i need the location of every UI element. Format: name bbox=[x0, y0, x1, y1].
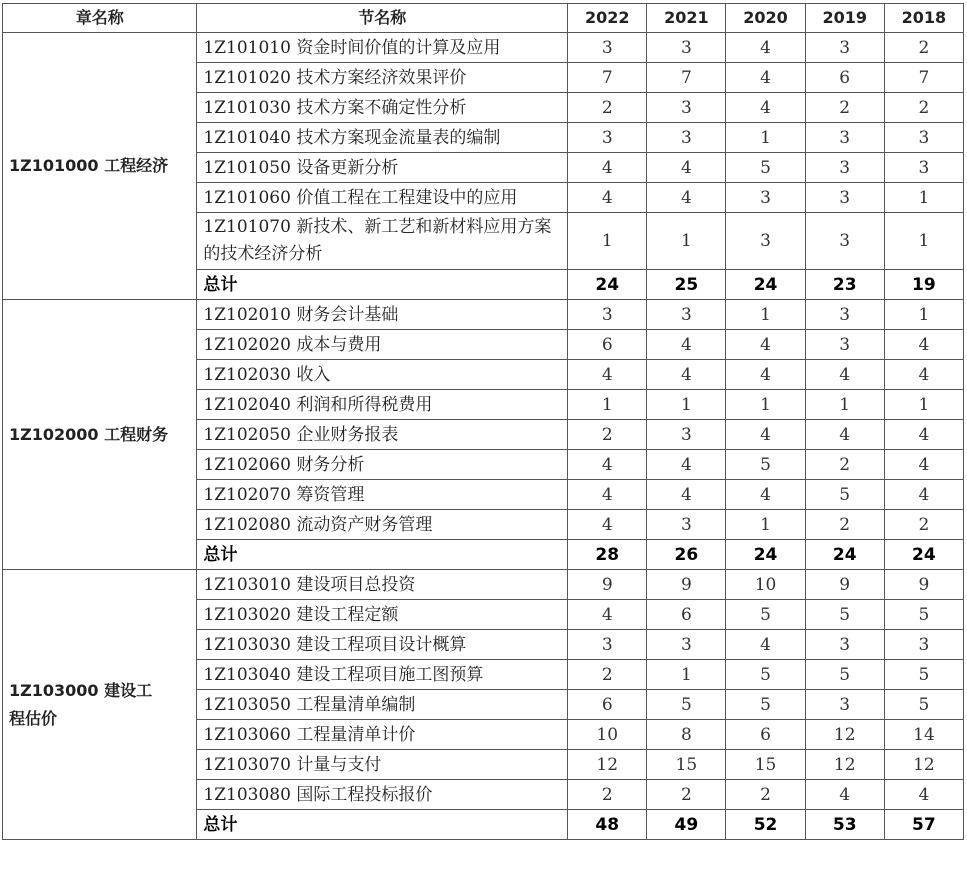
exam-score-table bbox=[2, 3, 964, 840]
score-cell: 5 bbox=[884, 660, 963, 690]
score-cell: 2 bbox=[805, 510, 884, 540]
score-cell: 4 bbox=[884, 420, 963, 450]
score-cell: 2 bbox=[884, 33, 963, 63]
total-cell: 24 bbox=[726, 540, 805, 570]
score-cell: 7 bbox=[568, 63, 647, 93]
score-cell: 4 bbox=[726, 330, 805, 360]
score-cell: 3 bbox=[884, 153, 963, 183]
score-cell: 2 bbox=[568, 93, 647, 123]
score-cell: 1 bbox=[568, 390, 647, 420]
score-cell: 4 bbox=[568, 450, 647, 480]
score-cell: 5 bbox=[884, 600, 963, 630]
score-cell: 12 bbox=[568, 750, 647, 780]
score-cell: 3 bbox=[568, 300, 647, 330]
score-cell: 4 bbox=[805, 420, 884, 450]
chapter-name: 1Z103000 建设工程估价 bbox=[3, 570, 197, 840]
header-year: 2021 bbox=[647, 4, 726, 33]
score-cell: 2 bbox=[568, 420, 647, 450]
score-cell: 4 bbox=[568, 183, 647, 213]
score-cell: 4 bbox=[726, 420, 805, 450]
section-name: 1Z103050 工程量清单编制 bbox=[197, 690, 568, 720]
score-cell: 2 bbox=[805, 93, 884, 123]
score-cell: 2 bbox=[884, 510, 963, 540]
score-cell: 4 bbox=[884, 480, 963, 510]
score-cell: 4 bbox=[568, 480, 647, 510]
header-section: 节名称 bbox=[197, 4, 568, 33]
section-name: 1Z102030 收入 bbox=[197, 360, 568, 390]
section-name: 1Z101020 技术方案经济效果评价 bbox=[197, 63, 568, 93]
total-cell: 52 bbox=[726, 810, 805, 840]
total-cell: 28 bbox=[568, 540, 647, 570]
section-name: 1Z101030 技术方案不确定性分析 bbox=[197, 93, 568, 123]
score-cell: 3 bbox=[805, 123, 884, 153]
section-name: 1Z103040 建设工程项目施工图预算 bbox=[197, 660, 568, 690]
section-name: 1Z103070 计量与支付 bbox=[197, 750, 568, 780]
section-name: 1Z102080 流动资产财务管理 bbox=[197, 510, 568, 540]
score-cell: 1 bbox=[884, 213, 963, 270]
score-cell: 5 bbox=[805, 660, 884, 690]
score-cell: 3 bbox=[647, 630, 726, 660]
score-cell: 5 bbox=[726, 600, 805, 630]
score-cell: 1 bbox=[726, 123, 805, 153]
score-cell: 3 bbox=[805, 33, 884, 63]
score-cell: 12 bbox=[805, 720, 884, 750]
score-cell: 7 bbox=[647, 63, 726, 93]
total-label: 总计 bbox=[197, 810, 568, 840]
total-cell: 26 bbox=[647, 540, 726, 570]
total-cell: 24 bbox=[805, 540, 884, 570]
score-cell: 4 bbox=[726, 63, 805, 93]
score-cell: 2 bbox=[805, 450, 884, 480]
total-cell: 25 bbox=[647, 270, 726, 300]
header-row bbox=[3, 4, 964, 33]
score-cell: 4 bbox=[568, 600, 647, 630]
score-cell: 4 bbox=[647, 153, 726, 183]
score-cell: 2 bbox=[726, 780, 805, 810]
section-name: 1Z101070 新技术、新工艺和新材料应用方案的技术经济分析 bbox=[197, 213, 568, 270]
score-cell: 4 bbox=[805, 360, 884, 390]
score-cell: 9 bbox=[568, 570, 647, 600]
score-cell: 2 bbox=[884, 93, 963, 123]
score-cell: 1 bbox=[726, 390, 805, 420]
score-cell: 10 bbox=[726, 570, 805, 600]
score-cell: 3 bbox=[805, 153, 884, 183]
score-cell: 12 bbox=[884, 750, 963, 780]
score-cell: 10 bbox=[568, 720, 647, 750]
score-cell: 12 bbox=[805, 750, 884, 780]
score-cell: 3 bbox=[647, 93, 726, 123]
score-cell: 6 bbox=[726, 720, 805, 750]
score-cell: 4 bbox=[647, 480, 726, 510]
score-cell: 1 bbox=[884, 390, 963, 420]
score-cell: 4 bbox=[726, 480, 805, 510]
total-cell: 24 bbox=[726, 270, 805, 300]
section-name: 1Z103030 建设工程项目设计概算 bbox=[197, 630, 568, 660]
header-year: 2018 bbox=[884, 4, 963, 33]
score-cell: 4 bbox=[647, 450, 726, 480]
score-cell: 2 bbox=[647, 780, 726, 810]
section-name: 1Z103080 国际工程投标报价 bbox=[197, 780, 568, 810]
score-cell: 6 bbox=[805, 63, 884, 93]
total-cell: 24 bbox=[884, 540, 963, 570]
total-label: 总计 bbox=[197, 270, 568, 300]
section-name: 1Z101010 资金时间价值的计算及应用 bbox=[197, 33, 568, 63]
score-cell: 3 bbox=[726, 213, 805, 270]
section-name: 1Z102020 成本与费用 bbox=[197, 330, 568, 360]
score-cell: 1 bbox=[568, 213, 647, 270]
score-cell: 4 bbox=[647, 330, 726, 360]
total-cell: 23 bbox=[805, 270, 884, 300]
total-cell: 53 bbox=[805, 810, 884, 840]
section-name: 1Z101060 价值工程在工程建设中的应用 bbox=[197, 183, 568, 213]
total-cell: 49 bbox=[647, 810, 726, 840]
score-cell: 4 bbox=[726, 360, 805, 390]
section-name: 1Z102010 财务会计基础 bbox=[197, 300, 568, 330]
score-cell: 1 bbox=[647, 390, 726, 420]
score-cell: 4 bbox=[726, 630, 805, 660]
score-cell: 3 bbox=[568, 123, 647, 153]
score-cell: 9 bbox=[884, 570, 963, 600]
total-cell: 57 bbox=[884, 810, 963, 840]
score-cell: 3 bbox=[647, 300, 726, 330]
score-cell: 2 bbox=[568, 660, 647, 690]
score-cell: 1 bbox=[805, 390, 884, 420]
score-cell: 14 bbox=[884, 720, 963, 750]
score-cell: 7 bbox=[884, 63, 963, 93]
score-cell: 3 bbox=[805, 330, 884, 360]
section-name: 1Z102070 筹资管理 bbox=[197, 480, 568, 510]
score-cell: 3 bbox=[647, 123, 726, 153]
score-cell: 4 bbox=[884, 780, 963, 810]
score-cell: 3 bbox=[647, 33, 726, 63]
score-cell: 3 bbox=[884, 630, 963, 660]
chapter-name: 1Z101000 工程经济 bbox=[3, 33, 197, 300]
score-cell: 6 bbox=[568, 690, 647, 720]
score-cell: 9 bbox=[647, 570, 726, 600]
total-cell: 19 bbox=[884, 270, 963, 300]
score-cell: 4 bbox=[805, 780, 884, 810]
table-body bbox=[3, 33, 964, 840]
score-cell: 3 bbox=[647, 420, 726, 450]
score-cell: 5 bbox=[884, 690, 963, 720]
score-cell: 1 bbox=[726, 510, 805, 540]
score-cell: 4 bbox=[726, 33, 805, 63]
total-cell: 24 bbox=[568, 270, 647, 300]
score-cell: 3 bbox=[805, 213, 884, 270]
score-cell: 4 bbox=[884, 360, 963, 390]
score-cell: 3 bbox=[568, 630, 647, 660]
section-name: 1Z102040 利润和所得税费用 bbox=[197, 390, 568, 420]
score-cell: 4 bbox=[647, 183, 726, 213]
score-cell: 5 bbox=[805, 480, 884, 510]
score-cell: 5 bbox=[647, 690, 726, 720]
score-cell: 3 bbox=[884, 123, 963, 153]
total-cell: 48 bbox=[568, 810, 647, 840]
score-cell: 3 bbox=[805, 183, 884, 213]
header-year: 2022 bbox=[568, 4, 647, 33]
header-year: 2020 bbox=[726, 4, 805, 33]
table-row bbox=[3, 570, 964, 600]
score-cell: 15 bbox=[726, 750, 805, 780]
score-cell: 6 bbox=[568, 330, 647, 360]
header-chapter: 章名称 bbox=[3, 4, 197, 33]
score-cell: 1 bbox=[647, 660, 726, 690]
score-cell: 3 bbox=[568, 33, 647, 63]
table-row bbox=[3, 300, 964, 330]
section-name: 1Z101040 技术方案现金流量表的编制 bbox=[197, 123, 568, 153]
section-name: 1Z101050 设备更新分析 bbox=[197, 153, 568, 183]
score-cell: 5 bbox=[726, 660, 805, 690]
score-cell: 4 bbox=[884, 330, 963, 360]
chapter-name: 1Z102000 工程财务 bbox=[3, 300, 197, 570]
score-cell: 4 bbox=[884, 450, 963, 480]
score-cell: 1 bbox=[726, 300, 805, 330]
score-cell: 5 bbox=[726, 153, 805, 183]
total-label: 总计 bbox=[197, 540, 568, 570]
section-name: 1Z102060 财务分析 bbox=[197, 450, 568, 480]
score-cell: 4 bbox=[647, 360, 726, 390]
score-cell: 2 bbox=[568, 780, 647, 810]
score-cell: 3 bbox=[805, 300, 884, 330]
score-cell: 4 bbox=[568, 510, 647, 540]
section-name: 1Z103010 建设项目总投资 bbox=[197, 570, 568, 600]
table-row bbox=[3, 33, 964, 63]
header-year: 2019 bbox=[805, 4, 884, 33]
score-cell: 9 bbox=[805, 570, 884, 600]
score-cell: 3 bbox=[805, 630, 884, 660]
score-cell: 1 bbox=[647, 213, 726, 270]
score-cell: 8 bbox=[647, 720, 726, 750]
score-cell: 3 bbox=[805, 690, 884, 720]
section-name: 1Z102050 企业财务报表 bbox=[197, 420, 568, 450]
score-cell: 4 bbox=[568, 153, 647, 183]
score-cell: 5 bbox=[805, 600, 884, 630]
score-cell: 4 bbox=[568, 360, 647, 390]
section-name: 1Z103060 工程量清单计价 bbox=[197, 720, 568, 750]
score-cell: 5 bbox=[726, 690, 805, 720]
score-cell: 1 bbox=[884, 300, 963, 330]
score-cell: 15 bbox=[647, 750, 726, 780]
score-cell: 3 bbox=[647, 510, 726, 540]
score-cell: 6 bbox=[647, 600, 726, 630]
score-cell: 4 bbox=[726, 93, 805, 123]
section-name: 1Z103020 建设工程定额 bbox=[197, 600, 568, 630]
score-cell: 3 bbox=[726, 183, 805, 213]
score-cell: 1 bbox=[884, 183, 963, 213]
score-cell: 5 bbox=[726, 450, 805, 480]
